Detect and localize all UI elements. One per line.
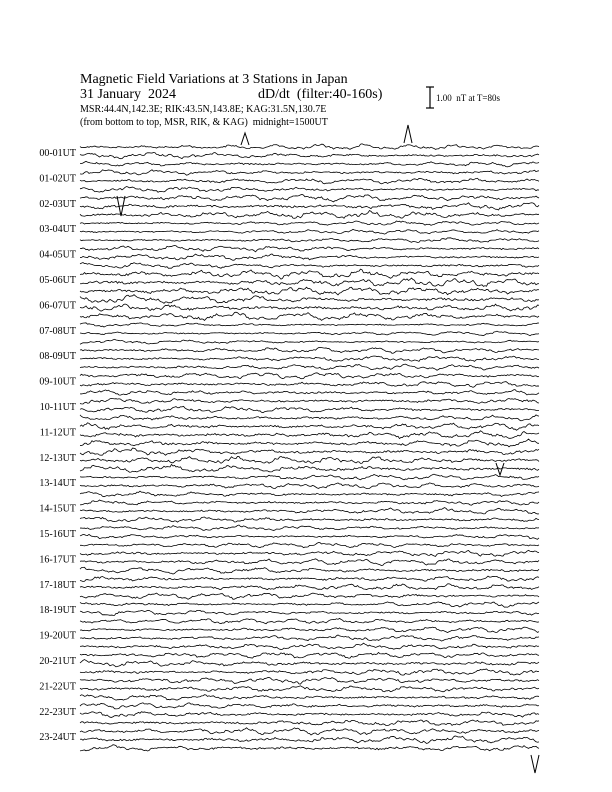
row-label-19-20UT: 19-20UT bbox=[39, 630, 76, 642]
row-label-04-05UT: 04-05UT bbox=[39, 249, 76, 261]
trace-RIK-08-09UT bbox=[80, 356, 539, 361]
trace-KAG-01-02UT bbox=[80, 170, 539, 175]
trace-RIK-04-05UT bbox=[80, 254, 539, 260]
trace-KAG-15-16UT bbox=[80, 525, 539, 530]
row-label-23-24UT: 23-24UT bbox=[39, 732, 76, 744]
trace-KAG-18-19UT bbox=[80, 602, 539, 607]
row-label-09-10UT: 09-10UT bbox=[39, 376, 76, 388]
row-label-03-04UT: 03-04UT bbox=[39, 224, 76, 236]
trace-RIK-02-03UT bbox=[80, 203, 539, 210]
row-label-02-03UT: 02-03UT bbox=[39, 198, 76, 210]
trace-KAG-04-05UT bbox=[80, 246, 539, 252]
trace-MSR-12-13UT bbox=[80, 464, 539, 472]
trace-RIK-16-17UT bbox=[80, 559, 539, 566]
trace-MSR-14-15UT bbox=[80, 517, 539, 522]
trace-spike-0 bbox=[241, 133, 249, 145]
trace-RIK-06-07UT bbox=[80, 304, 539, 311]
row-label-21-22UT: 21-22UT bbox=[39, 681, 76, 693]
trace-MSR-16-17UT bbox=[80, 567, 539, 574]
trace-MSR-07-08UT bbox=[80, 339, 539, 344]
trace-RIK-21-22UT bbox=[80, 686, 539, 692]
trace-MSR-23-24UT bbox=[80, 745, 539, 751]
trace-KAG-08-09UT bbox=[80, 347, 539, 353]
trace-RIK-10-11UT bbox=[80, 406, 539, 412]
chart-date: 31 January 2024 bbox=[80, 87, 177, 102]
trace-MSR-10-11UT bbox=[80, 415, 539, 421]
trace-KAG-19-20UT bbox=[80, 627, 539, 632]
row-label-18-19UT: 18-19UT bbox=[39, 605, 76, 617]
trace-RIK-07-08UT bbox=[80, 331, 539, 336]
trace-KAG-12-13UT bbox=[80, 448, 539, 455]
scale-bar-label: 1.00 nT at T=80s bbox=[436, 93, 500, 103]
trace-MSR-19-20UT bbox=[80, 643, 539, 649]
trace-MSR-20-21UT bbox=[80, 669, 539, 675]
trace-MSR-06-07UT bbox=[80, 312, 539, 320]
row-label-22-23UT: 22-23UT bbox=[39, 706, 76, 718]
trace-MSR-03-04UT bbox=[80, 238, 539, 243]
trace-KAG-14-15UT bbox=[80, 500, 539, 505]
trace-KAG-00-01UT bbox=[80, 144, 539, 150]
row-label-13-14UT: 13-14UT bbox=[39, 478, 76, 490]
trace-MSR-13-14UT bbox=[80, 491, 539, 497]
row-label-11-12UT: 11-12UT bbox=[39, 427, 76, 439]
trace-KAG-05-06UT bbox=[80, 269, 539, 279]
trace-MSR-04-05UT bbox=[80, 263, 539, 269]
trace-RIK-22-23UT bbox=[80, 712, 539, 718]
trace-RIK-13-14UT bbox=[80, 483, 539, 489]
trace-spike-1 bbox=[404, 125, 412, 143]
trace-RIK-09-10UT bbox=[80, 382, 539, 388]
trace-MSR-17-18UT bbox=[80, 593, 539, 599]
trace-RIK-19-20UT bbox=[80, 635, 539, 641]
trace-KAG-07-08UT bbox=[80, 323, 539, 327]
trace-MSR-00-01UT bbox=[80, 161, 539, 166]
trace-MSR-01-02UT bbox=[80, 187, 539, 193]
trace-MSR-02-03UT bbox=[80, 211, 539, 219]
trace-RIK-03-04UT bbox=[80, 229, 539, 234]
trace-KAG-22-23UT bbox=[80, 703, 539, 709]
trace-MSR-09-10UT bbox=[80, 390, 539, 396]
row-label-00-01UT: 00-01UT bbox=[39, 148, 76, 159]
trace-KAG-02-03UT bbox=[80, 194, 539, 201]
trace-RIK-15-16UT bbox=[80, 534, 539, 539]
trace-RIK-01-02UT bbox=[80, 178, 539, 184]
row-label-17-18UT: 17-18UT bbox=[39, 579, 76, 591]
row-label-12-13UT: 12-13UT bbox=[39, 452, 76, 464]
trace-RIK-00-01UT bbox=[80, 153, 539, 159]
trace-KAG-16-17UT bbox=[80, 550, 539, 556]
trace-MSR-18-19UT bbox=[80, 618, 539, 623]
row-label-20-21UT: 20-21UT bbox=[39, 656, 76, 667]
row-label-16-17UT: 16-17UT bbox=[39, 554, 76, 566]
chart-quantity: dD/dt (filter:40-160s) bbox=[258, 87, 383, 102]
trace-KAG-17-18UT bbox=[80, 576, 539, 581]
trace-RIK-17-18UT bbox=[80, 584, 539, 590]
trace-MSR-15-16UT bbox=[80, 543, 539, 548]
station-coordinates: MSR:44.4N,142.3E; RIK:43.5N,143.8E; KAG:31.5N,130.7E bbox=[80, 104, 327, 115]
row-label-08-09UT: 08-09UT bbox=[39, 351, 76, 363]
row-label-05-06UT: 05-06UT bbox=[39, 275, 76, 286]
trace-RIK-14-15UT bbox=[80, 508, 539, 514]
scale-bar bbox=[426, 87, 434, 108]
trace-KAG-06-07UT bbox=[80, 295, 539, 304]
row-label-01-02UT: 01-02UT bbox=[39, 173, 76, 185]
trace-RIK-18-19UT bbox=[80, 610, 539, 615]
trace-RIK-11-12UT bbox=[80, 431, 539, 439]
trace-MSR-11-12UT bbox=[80, 439, 539, 447]
trace-RIK-23-24UT bbox=[80, 736, 539, 743]
trace-MSR-05-06UT bbox=[80, 287, 539, 295]
row-label-07-08UT: 07-08UT bbox=[39, 325, 76, 337]
trace-RIK-12-13UT bbox=[80, 456, 539, 463]
trace-KAG-23-24UT bbox=[80, 728, 539, 735]
trace-KAG-03-04UT bbox=[80, 221, 539, 225]
trace-KAG-21-22UT bbox=[80, 677, 539, 684]
trace-RIK-20-21UT bbox=[80, 660, 539, 667]
trace-MSR-22-23UT bbox=[80, 720, 539, 725]
trace-spike-4 bbox=[531, 755, 539, 773]
row-label-15-16UT: 15-16UT bbox=[39, 529, 76, 540]
trace-KAG-11-12UT bbox=[80, 423, 539, 430]
trace-KAG-13-14UT bbox=[80, 474, 539, 480]
trace-KAG-09-10UT bbox=[80, 373, 539, 379]
chart-title: Magnetic Field Variations at 3 Stations in Japan bbox=[80, 72, 348, 87]
station-order-note: (from bottom to top, MSR, RIK, & KAG) midnight=1500UT bbox=[80, 117, 328, 128]
trace-MSR-08-09UT bbox=[80, 364, 539, 370]
trace-RIK-05-06UT bbox=[80, 278, 539, 286]
trace-KAG-10-11UT bbox=[80, 398, 539, 404]
row-label-06-07UT: 06-07UT bbox=[39, 300, 76, 312]
row-label-14-15UT: 14-15UT bbox=[39, 503, 76, 515]
row-label-10-11UT: 10-11UT bbox=[39, 402, 76, 413]
trace-MSR-21-22UT bbox=[80, 695, 539, 700]
trace-KAG-20-21UT bbox=[80, 652, 539, 658]
